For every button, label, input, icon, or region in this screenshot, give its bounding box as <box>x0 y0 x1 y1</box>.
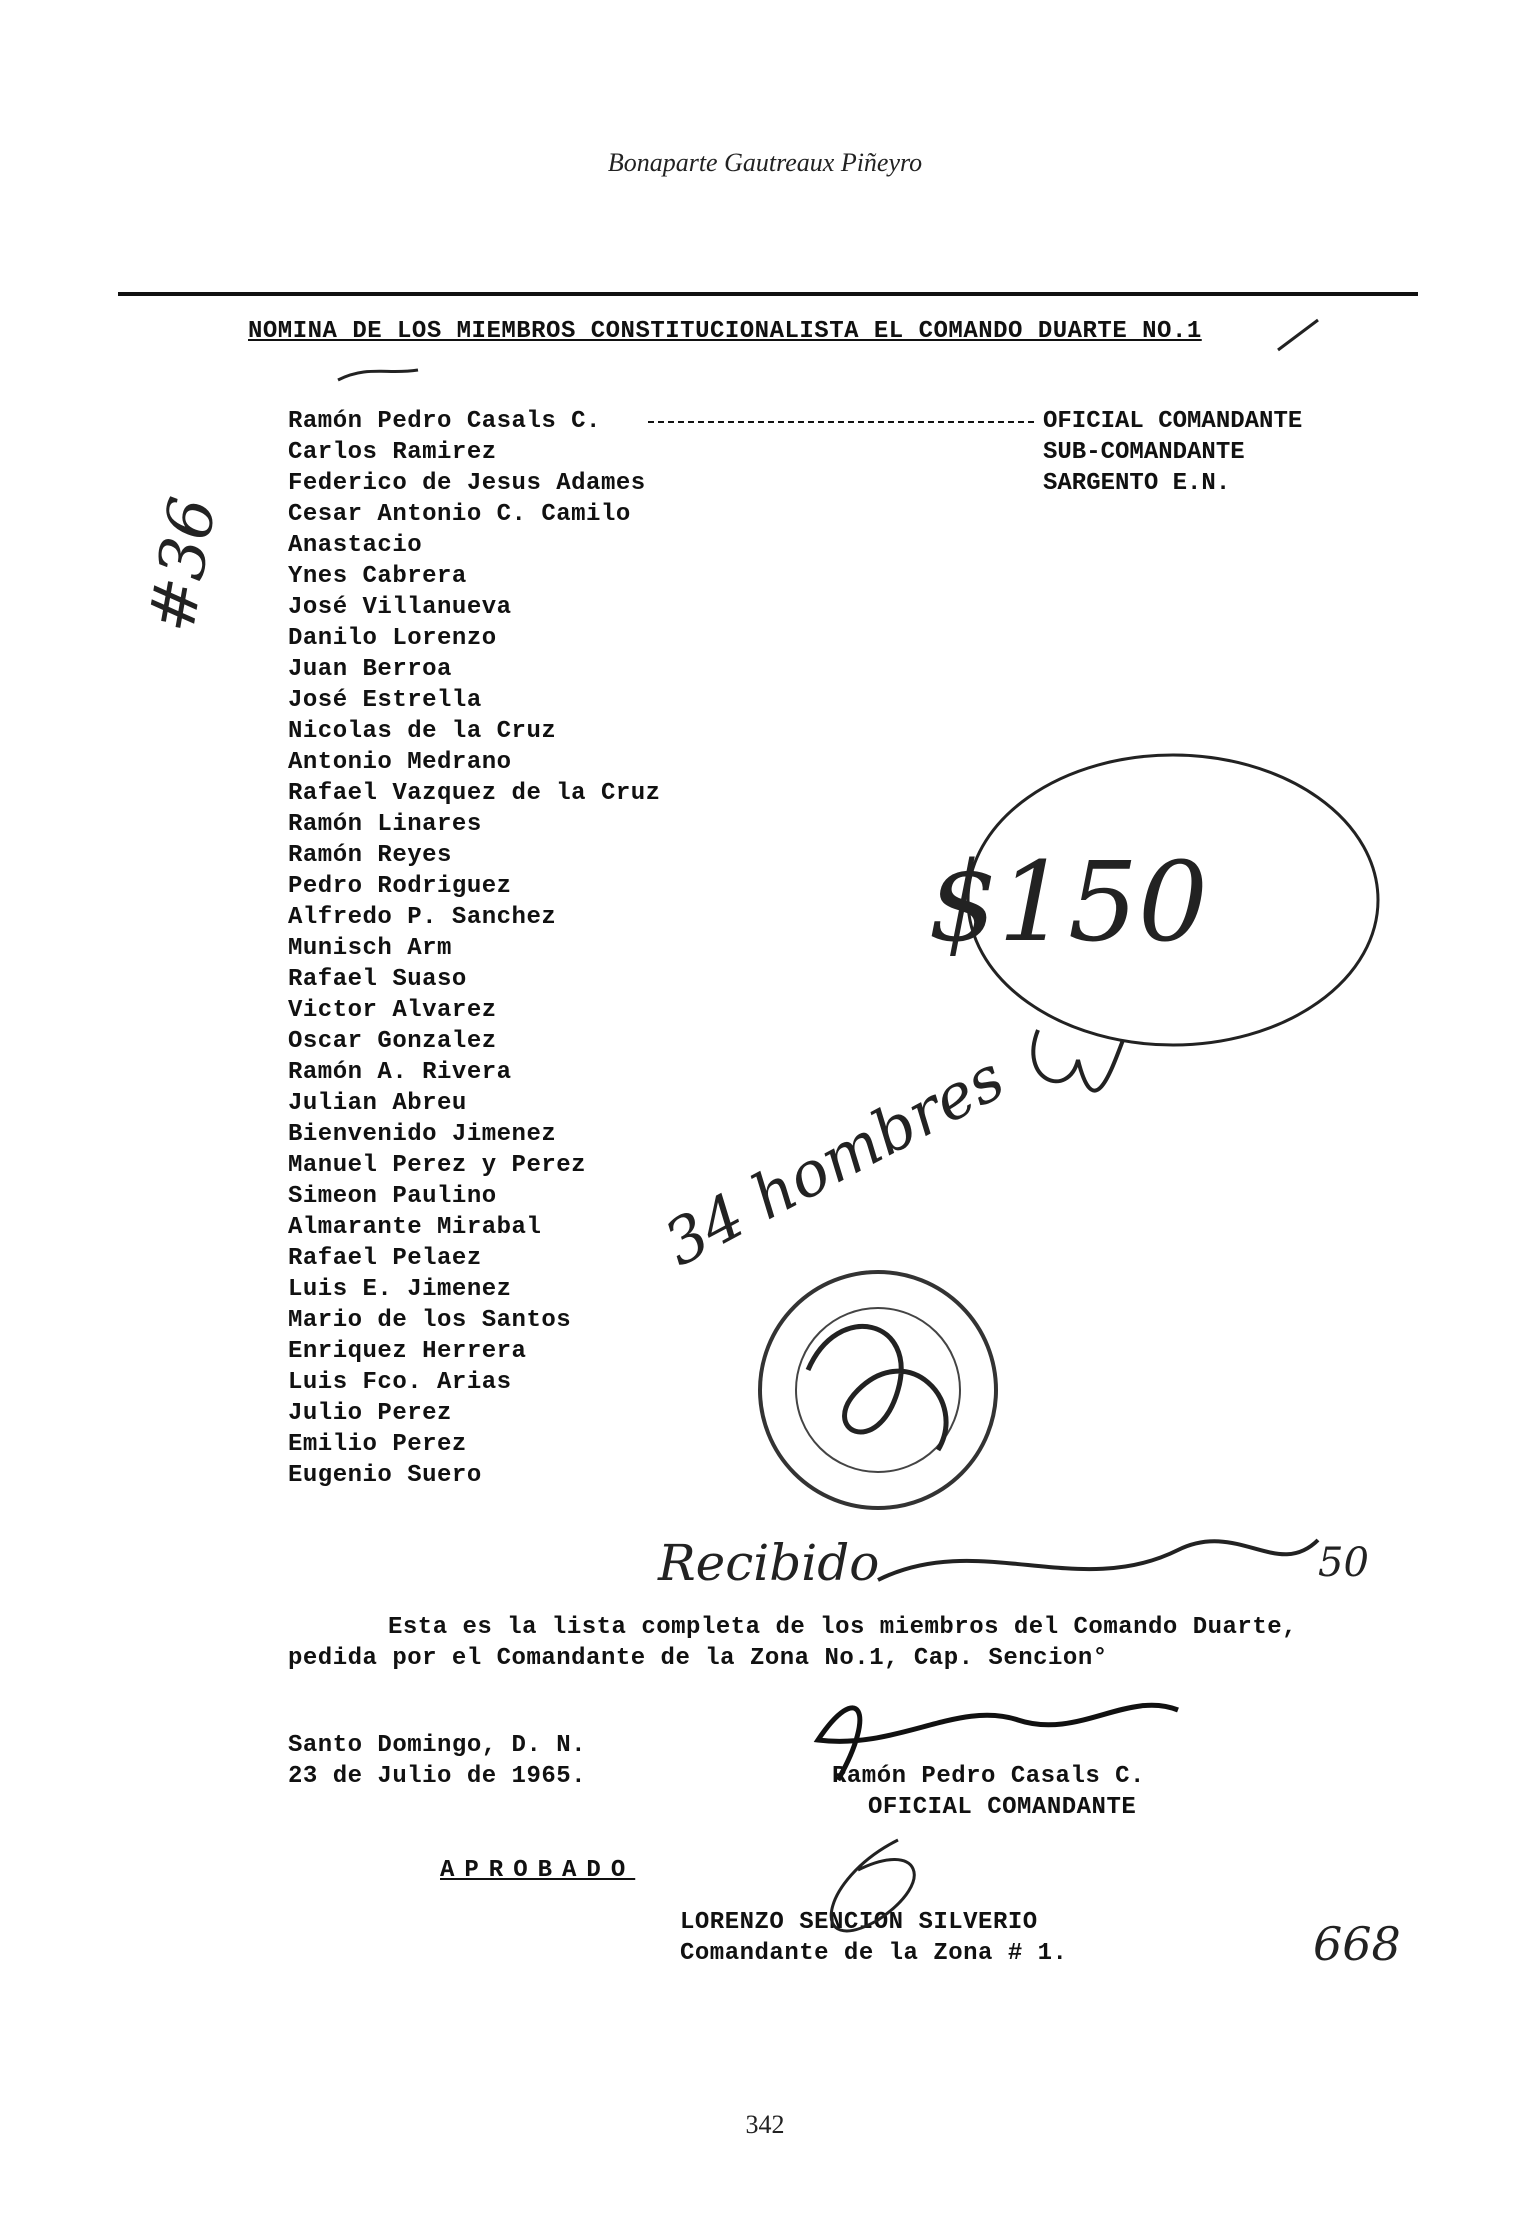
member-name: Danilo Lorenzo <box>288 625 497 652</box>
count-note: 34 hombres <box>652 1040 1016 1281</box>
signatory-name: Ramón Pedro Casals C. <box>832 1763 1145 1790</box>
member-name: Ynes Cabrera <box>288 563 467 590</box>
page-number: 342 <box>745 2110 785 2139</box>
running-head: Bonaparte Gautreaux Piñeyro <box>607 148 923 177</box>
member-name: Alfredo P. Sanchez <box>288 904 557 931</box>
margin-number: #36 <box>135 491 232 638</box>
member-name: Munisch Arm <box>288 935 452 962</box>
member-name: Juan Berroa <box>288 656 452 683</box>
member-name: Rafael Suaso <box>288 966 467 993</box>
rank-item: SARGENTO E.N. <box>1043 470 1231 497</box>
document-heading: NOMINA DE LOS MIEMBROS CONSTITUCIONALISTA EL COMANDO DUARTE NO.1 <box>248 318 1202 345</box>
member-name: Emilio Perez <box>288 1431 467 1458</box>
member-name: Ramón Reyes <box>288 842 452 869</box>
received-signature <box>878 1540 1318 1580</box>
member-name: Luis E. Jimenez <box>288 1276 512 1303</box>
folio-note: 668 <box>1313 1917 1401 1971</box>
seal-signature-scribble <box>808 1326 946 1450</box>
member-name: Carlos Ramirez <box>288 439 497 466</box>
member-name: Cesar Antonio C. Camilo <box>288 501 631 528</box>
member-name: Eugenio Suero <box>288 1462 482 1489</box>
approver-title: Comandante de la Zona # 1. <box>680 1940 1068 1967</box>
approver-signature <box>831 1840 914 1931</box>
member-name: Manuel Perez y Perez <box>288 1152 587 1179</box>
amount-note: $150 <box>928 838 1208 966</box>
member-name: Antonio Medrano <box>288 749 512 776</box>
member-name: Julian Abreu <box>288 1090 467 1117</box>
member-name: Anastacio <box>288 532 423 559</box>
member-name: Luis Fco. Arias <box>288 1369 512 1396</box>
member-name: Almarante Mirabal <box>288 1214 542 1241</box>
date: 23 de Julio de 1965. <box>288 1763 587 1790</box>
signatory-title: OFICIAL COMANDANTE <box>868 1794 1137 1821</box>
member-name: Mario de los Santos <box>288 1307 572 1334</box>
member-name: Rafael Vazquez de la Cruz <box>288 780 661 807</box>
member-name: Federico de Jesus Adames <box>288 470 646 497</box>
heading-check-mark <box>1278 320 1318 350</box>
handwriting-layer <box>118 280 1418 2020</box>
approver-name: LORENZO SENCION SILVERIO <box>680 1909 1038 1936</box>
casals-signature <box>818 1705 1178 1780</box>
member-name: Rafael Pelaez <box>288 1245 482 1272</box>
member-name: Ramón Pedro Casals C. <box>288 408 601 435</box>
received-note: Recibido <box>658 1534 880 1592</box>
member-name: José Estrella <box>288 687 482 714</box>
rank-item: OFICIAL COMANDANTE <box>1043 408 1303 435</box>
member-name: Enriquez Herrera <box>288 1338 527 1365</box>
member-name: Julio Perez <box>288 1400 452 1427</box>
scanned-document <box>118 280 1418 2020</box>
member-name: Nicolas de la Cruz <box>288 718 557 745</box>
member-name: Victor Alvarez <box>288 997 497 1024</box>
member-name: Simeon Paulino <box>288 1183 497 1210</box>
rank-item: SUB-COMANDANTE <box>1043 439 1245 466</box>
member-name: Oscar Gonzalez <box>288 1028 497 1055</box>
member-name: José Villanueva <box>288 594 512 621</box>
member-name: Ramón Linares <box>288 811 482 838</box>
member-name: Pedro Rodriguez <box>288 873 512 900</box>
member-name: Bienvenido Jimenez <box>288 1121 557 1148</box>
sum-note: 50 <box>1318 1540 1369 1586</box>
closing-paragraph: Esta es la lista completa de los miembros del Comando Duarte, pedida por el Comandante de la Zona No.1, Cap. Sencion° <box>288 1614 1298 1672</box>
approved-label: APROBADO <box>440 1857 636 1884</box>
place: Santo Domingo, D. N. <box>288 1732 587 1759</box>
heading-scribble <box>338 370 418 380</box>
member-name: Ramón A. Rivera <box>288 1059 512 1086</box>
